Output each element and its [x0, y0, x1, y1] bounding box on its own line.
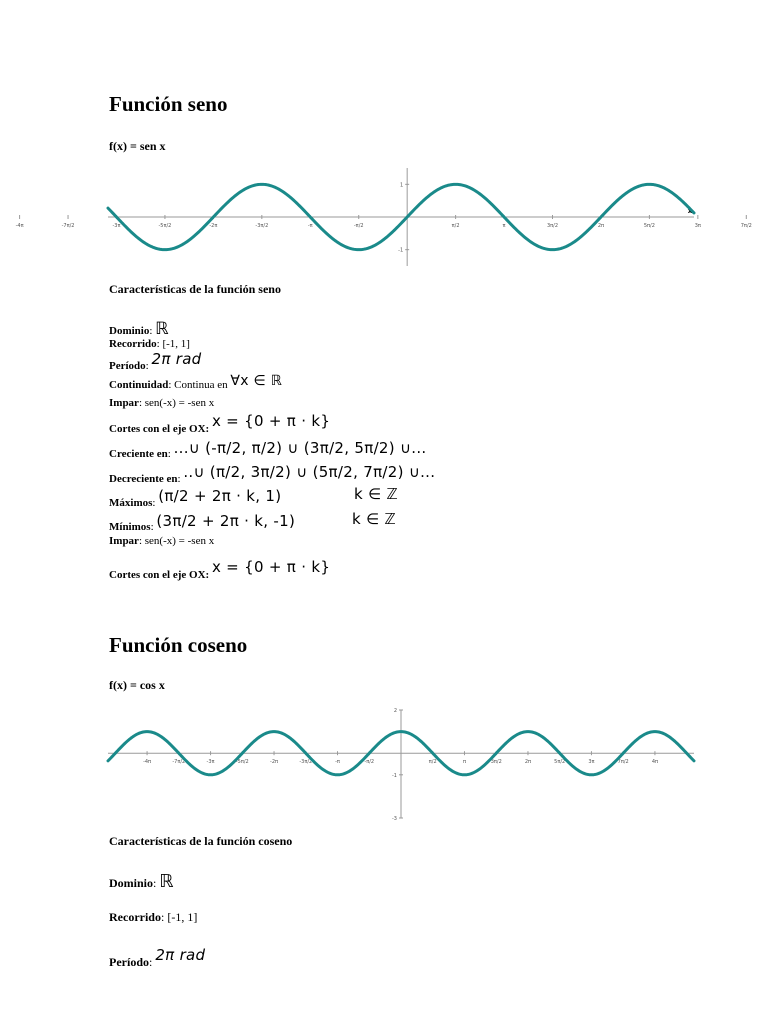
x-tick-label: -π — [307, 223, 313, 229]
x-tick-label: π — [502, 223, 506, 229]
periodo-value: 2π rad — [151, 350, 202, 368]
x-tick-label: -3π — [206, 759, 215, 766]
continuidad-text: Continua en — [174, 379, 228, 391]
decreciente-label: Decreciente en — [109, 473, 178, 485]
cosine-chart — [108, 708, 694, 822]
x-tick-label: 7π/2 — [617, 759, 629, 766]
cosine-dominio-row: Dominio: ℝ — [109, 871, 174, 892]
y-tick-label: 1 — [399, 182, 404, 189]
sine-minimos-row: Mínimos: (3π/2 + 2π · k, -1) — [109, 512, 296, 533]
recorrido-value: [-1, 1] — [162, 338, 190, 350]
x-tick-label: 3π — [588, 759, 595, 766]
sine-characteristics-title: Características de la función seno — [109, 282, 281, 296]
sine-cortes-row — [109, 412, 331, 436]
cortes2-label: Cortes con el eje OX: — [109, 569, 210, 581]
cosine-title: Función coseno — [109, 633, 248, 657]
dominio-value: ℝ — [155, 319, 169, 339]
sine-recorrido-row: Recorrido: [-1, 1] — [109, 338, 190, 350]
recorrido-label: Recorrido — [109, 338, 157, 350]
x-tick-label: -4π — [143, 759, 152, 766]
x-tick-label: π — [462, 759, 466, 766]
cosine-characteristics-title: Características de la función coseno — [109, 834, 293, 848]
sine-decreciente-row: Decreciente en: ..∪ (π/2, 3π/2) ∪ (5π/2, 7π/2) ∪... — [109, 463, 436, 485]
x-tick-label: 4π — [651, 759, 659, 766]
x-tick-label: 5π/2 — [554, 759, 566, 766]
maximos-label: Máximos — [109, 497, 153, 509]
cosine-periodo-value: 2π rad — [155, 946, 206, 964]
x-tick-label: 2π — [597, 223, 605, 229]
decreciente-math: ..∪ (π/2, 3π/2) ∪ (5π/2, 7π/2) ∪... — [183, 463, 436, 481]
x-tick-label: 3π — [694, 223, 701, 229]
cortes-math: x = {0 + π · k} — [211, 412, 331, 430]
x-tick-label: 3π/2 — [546, 223, 559, 229]
x-tick-label: -π/2 — [364, 759, 375, 766]
sine-continuidad-row: Continuidad: Continua en ∀x ∈ ℝ — [109, 373, 283, 391]
cosine-periodo-row: Período: 2π rad — [109, 946, 206, 969]
sine-impar-row: Impar: sen(-x) = -sen x — [109, 397, 215, 409]
sine-periodo-row: Período: 2π rad — [109, 350, 202, 372]
sine-maximos-row: Máximos: (π/2 + 2π · k, 1) — [109, 487, 282, 509]
x-tick-label: 5π/2 — [643, 223, 655, 229]
creciente-math: ...∪ (-π/2, π/2) ∪ (3π/2, 5π/2) ∪... — [173, 439, 427, 457]
maximos-k: k ∈ ℤ — [354, 485, 398, 503]
x-tick-label: -3π/2 — [299, 759, 313, 766]
impar2-value: sen(-x) = -sen x — [144, 535, 215, 547]
minimos-math: (3π/2 + 2π · k, -1) — [156, 512, 296, 530]
x-tick-label: -2π — [270, 759, 279, 766]
y-tick-label: 2 — [393, 708, 397, 714]
x-tick-label: -7π/2 — [172, 759, 186, 766]
cortes2-math: x = {0 + π · k} — [211, 558, 331, 576]
maximos-math: (π/2 + 2π · k, 1) — [158, 487, 282, 505]
x-tick-label: -π — [335, 759, 340, 766]
impar-label: Impar — [109, 397, 139, 409]
minimos-k: k ∈ ℤ — [352, 510, 396, 528]
x-tick-label: -3π — [112, 223, 121, 229]
x-tick-label: -3π/2 — [255, 223, 269, 229]
cosine-dominio-label: Dominio — [109, 876, 154, 890]
x-tick-label: -7π/2 — [61, 223, 75, 229]
y-tick-label: -1 — [392, 772, 397, 779]
sine-cortes2-row — [109, 558, 331, 582]
sine-creciente-row: Creciente en: ...∪ (-π/2, π/2) ∪ (3π/2, 5π/2) ∪... — [109, 439, 427, 460]
x-tick-label: -4π — [15, 223, 24, 229]
sine-impar2-row: Impar: sen(-x) = -sen x — [109, 535, 215, 547]
x-tick-label: -π/2 — [353, 223, 364, 229]
y-tick-label: -3 — [392, 816, 397, 822]
minimos-label: Mínimos — [109, 521, 151, 533]
cosine-recorrido-label: Recorrido — [109, 910, 161, 924]
cosine-recorrido-value: [-1, 1] — [167, 910, 198, 924]
x-tick-label: -5π/2 — [235, 759, 249, 766]
x-tick-label: -2π — [209, 223, 218, 229]
x-tick-label: 2π — [524, 759, 532, 766]
x-tick-label: -5π/2 — [158, 223, 172, 229]
x-tick-label: 7π/2 — [740, 223, 752, 229]
sine-formula: f(x) = sen x — [109, 139, 166, 153]
sine-chart — [15, 168, 752, 266]
x-axis-label: x — [687, 207, 693, 215]
cosine-periodo-label: Período — [109, 955, 149, 969]
y-tick-label: -1 — [398, 247, 404, 254]
sine-dominio-row: Dominio: ℝ — [109, 319, 169, 339]
dominio-label: Dominio — [109, 325, 150, 337]
continuidad-label: Continuidad — [109, 379, 169, 391]
impar-value: sen(-x) = -sen x — [144, 397, 215, 409]
continuidad-math: ∀x ∈ ℝ — [230, 373, 283, 389]
cortes-label: Cortes con el eje OX: — [109, 423, 210, 435]
periodo-label: Período — [109, 360, 146, 372]
x-tick-label: 3π/2 — [490, 759, 502, 766]
x-tick-label: π/2 — [428, 759, 437, 766]
cosine-dominio-value: ℝ — [159, 871, 174, 892]
cosine-formula: f(x) = cos x — [109, 678, 165, 692]
x-tick-label: π/2 — [451, 223, 460, 229]
cosine-recorrido-row: Recorrido: [-1, 1] — [109, 910, 198, 924]
creciente-label: Creciente en — [109, 448, 168, 460]
impar2-label: Impar — [109, 535, 139, 547]
sine-title: Función seno — [109, 92, 228, 116]
